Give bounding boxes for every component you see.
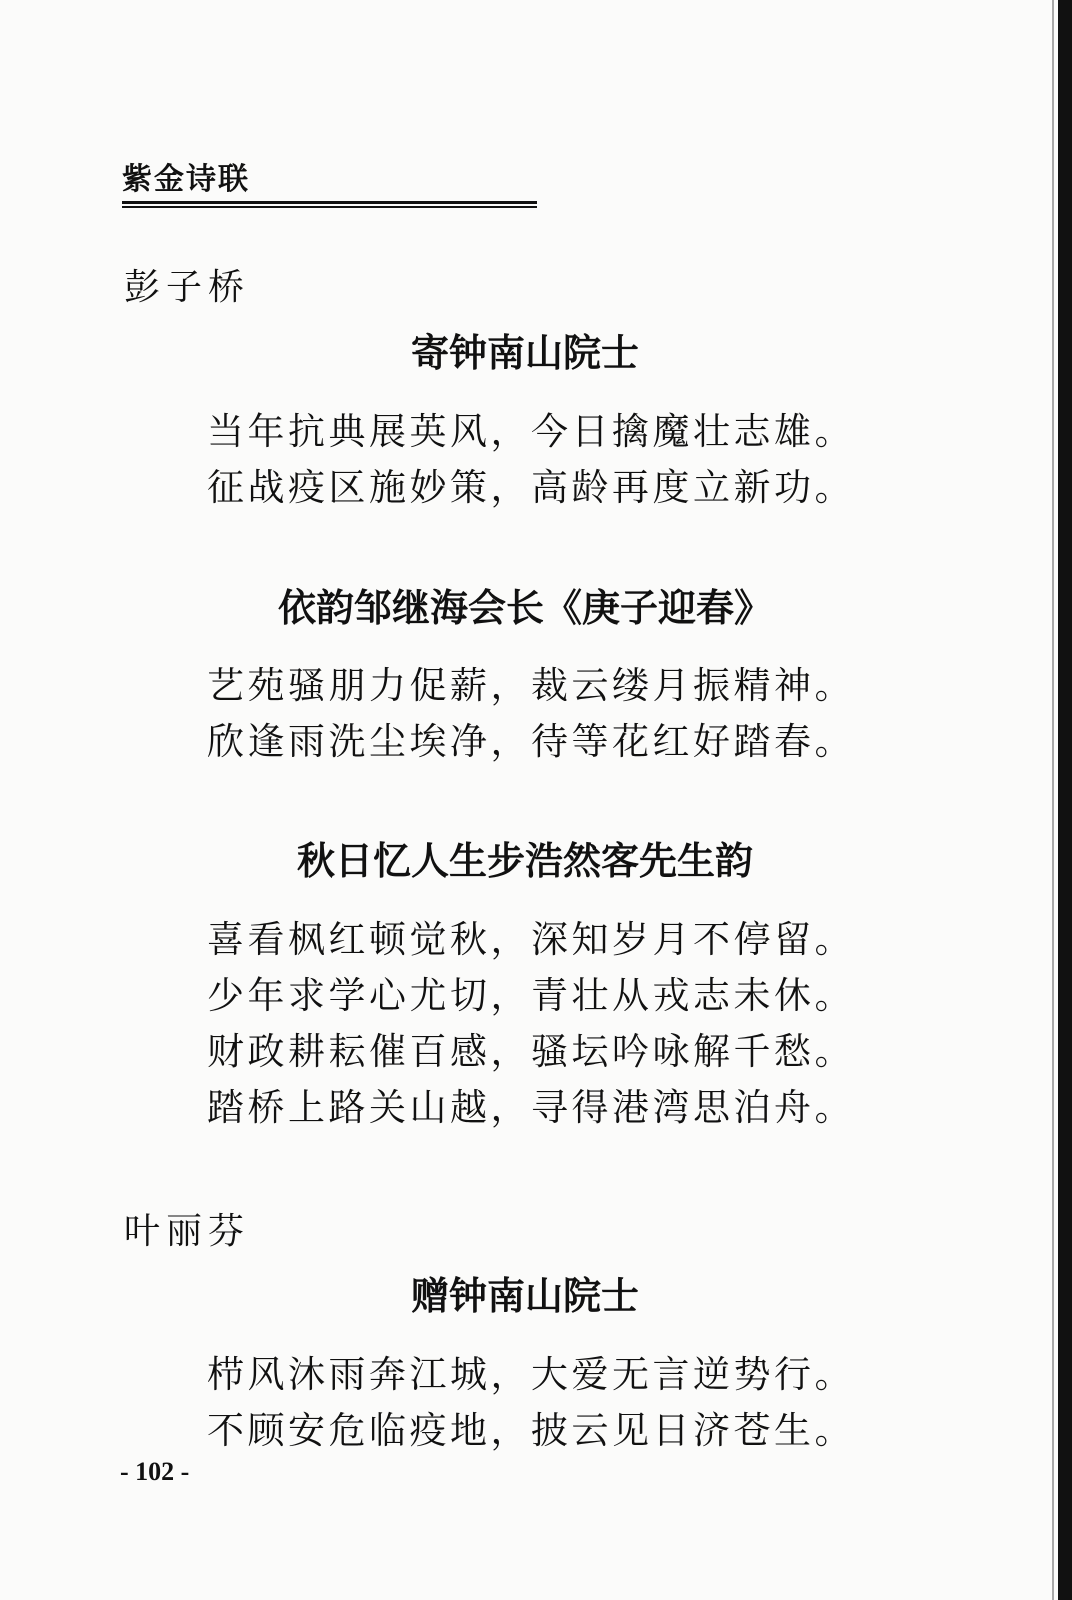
header-title: 紫金诗联 xyxy=(122,162,250,197)
poem-line: 栉风沐雨奔江城，大爱无言逆势行。 xyxy=(207,1353,855,1396)
page-number: - 102 - xyxy=(120,1457,190,1486)
poem-line: 艺苑骚朋力促薪，裁云缕月振精神。 xyxy=(207,664,855,707)
poem-line: 欣逢雨洗尘埃净，待等花红好踏春。 xyxy=(207,720,855,763)
poem-body xyxy=(207,404,855,516)
poem-title: 寄钟南山院士 xyxy=(410,330,639,375)
poem-title: 赠钟南山院士 xyxy=(410,1273,639,1318)
poem-body xyxy=(207,912,855,1136)
poem-line: 不顾安危临疫地，披云见日济苍生。 xyxy=(207,1409,855,1452)
page-edge-line xyxy=(1052,0,1054,1600)
poem-body xyxy=(207,658,855,770)
poem-line: 征战疫区施妙策，高龄再度立新功。 xyxy=(207,466,855,509)
poem-line: 喜看枫红顿觉秋，深知岁月不停留。 xyxy=(207,918,855,961)
header-rule xyxy=(122,201,537,204)
poem-title: 依韵邹继海会长《庚子迎春》 xyxy=(277,585,772,630)
poem-line: 少年求学心尤切，青壮从戎志未休。 xyxy=(207,974,855,1017)
author-name: 彭子桥 xyxy=(124,267,251,308)
poem-line: 踏桥上路关山越，寻得港湾思泊舟。 xyxy=(207,1086,855,1129)
author-name: 叶丽芬 xyxy=(124,1211,251,1252)
poem-line: 当年抗典展英风，今日擒魔壮志雄。 xyxy=(207,410,855,453)
poem-line: 财政耕耘催百感，骚坛吟咏解千愁。 xyxy=(207,1030,855,1073)
poem-title: 秋日忆人生步浩然客先生韵 xyxy=(296,838,753,883)
running-header xyxy=(122,160,537,208)
page-edge-shadow xyxy=(1058,0,1072,1600)
header-rule-thin xyxy=(122,206,537,208)
poem-body xyxy=(207,1347,855,1459)
